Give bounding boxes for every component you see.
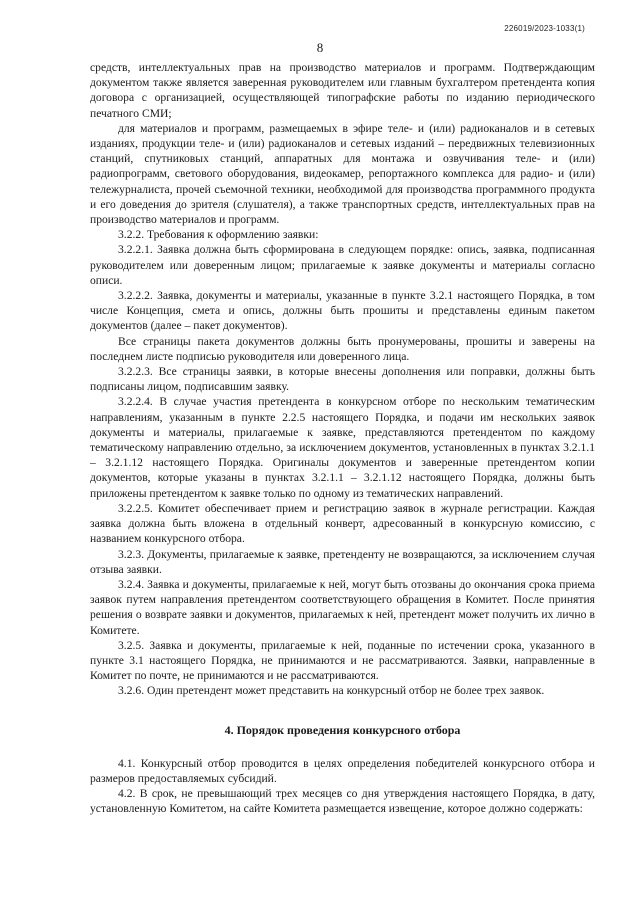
document-registration-number: 226019/2023-1033(1)	[504, 24, 585, 33]
document-body	[90, 60, 595, 817]
paragraph: 3.2.4. Заявка и документы, прилагаемые к ней, могут быть отозваны до окончания срока приема заявок путем направления претендентом соответствующего обращения в Комитет. После принятия решения о возврате заявки и документов, прилагаемых к ней, претендент может получить их лично в Комитете.	[90, 577, 595, 637]
paragraph: 3.2.2. Требования к оформлению заявки:	[118, 228, 319, 242]
paragraph: 4.2. В срок, не превышающий трех месяцев со дня утверждения настоящего Порядка, в дату, установленную Комитетом, на сайте Комитета размещается извещение, которое должно содержать:	[90, 787, 595, 816]
paragraph: Все страницы пакета документов должны быть пронумерованы, прошиты и заверены на последнем листе подписью руководителя или доверенного лица.	[90, 334, 595, 363]
paragraph: 3.2.2.3. Все страницы заявки, в которые внесены дополнения или поправки, должны быть подписаны лицом, подписавшим заявку.	[90, 365, 595, 394]
paragraph: 3.2.6. Один претендент может представить на конкурсный отбор не более трех заявок.	[118, 684, 545, 698]
paragraph: 3.2.5. Заявка и документы, прилагаемые к ней, поданные по истечении срока, указанного в пункте 3.1 настоящего Порядка, не принимаются и не рассматриваются. Заявки, направленные в Комитет по почте, не принимаются и не рассматриваются.	[90, 638, 595, 683]
paragraph: 3.2.2.2. Заявка, документы и материалы, указанные в пункте 3.2.1 настоящего Порядка, в том числе Концепция, смета и опись, должны быть прошиты и представлены единым пакетом документов (далее – пакет документов).	[90, 289, 595, 333]
section-heading: 4. Порядок проведения конкурсного отбора	[224, 722, 461, 737]
paragraph: средств, интеллектуальных прав на производство материалов и программ. Подтверждающим документом также является заверенная руководителем или главным бухгалтером претендента копия договора с организацией, осуществляющей типографские работы по изданию периодического печатного СМИ;	[90, 61, 595, 120]
paragraph: 3.2.2.5. Комитет обеспечивает прием и регистрацию заявок в журнале регистрации. Каждая заявка должна быть вложена в отдельный конверт, адресованный в конкурсную комиссию, с названием конкурсного отбора.	[90, 501, 595, 546]
paragraph: 3.2.2.4. В случае участия претендента в конкурсном отборе по нескольким тематическим направлениям, указанным в пункте 2.2.5 настоящего Порядка, и подачи им нескольких заявок документы и материалы, прилагаемые к заявке, представляются претендентом по каждому тематическому направлению отдельно, за исключением документов, установленных в пунктах 3.2.1.1 – 3.2.1.12 настоящего Порядка. Оригиналы документов и заверенные претендентом копии документов, которые указаны в пунктах 3.2.1.1 – 3.2.1.12 настоящего Порядка, должны быть приложены претендентом к заявке только по одному из тематических направлений.	[90, 395, 595, 500]
paragraph: 3.2.2.1. Заявка должна быть сформирована в следующем порядке: опись, заявка, подписанная руководителем или доверенным лицом; прилагаемые к заявке документы и материалы согласно описи.	[90, 243, 595, 287]
page-number: 8	[316, 40, 324, 55]
paragraph: 3.2.3. Документы, прилагаемые к заявке, претенденту не возвращаются, за исключением случая отзыва заявки.	[90, 547, 595, 576]
paragraph: 4.1. Конкурсный отбор проводится в целях определения победителей конкурсного отбора и размеров предоставляемых субсидий.	[90, 756, 595, 785]
paragraph: для материалов и программ, размещаемых в эфире теле- и (или) радиоканалов и в сетевых изданиях, продукции теле- и (или) радиоканалов и сетевых изданий – передвижных телевизионных станций, спутниковых станций, аппаратных для монтажа и озвучивания теле- и (или) радиопрограмм, светового оборудования, видеокамер, репортажного комплекса для радио- и (или) тележурналиста, прочей съемочной техники, необходимой для производства программного продукта и его доведения до зрителя (слушателя), а также транспортных средств, интеллектуальных прав на производство материалов и программ.	[90, 121, 595, 227]
